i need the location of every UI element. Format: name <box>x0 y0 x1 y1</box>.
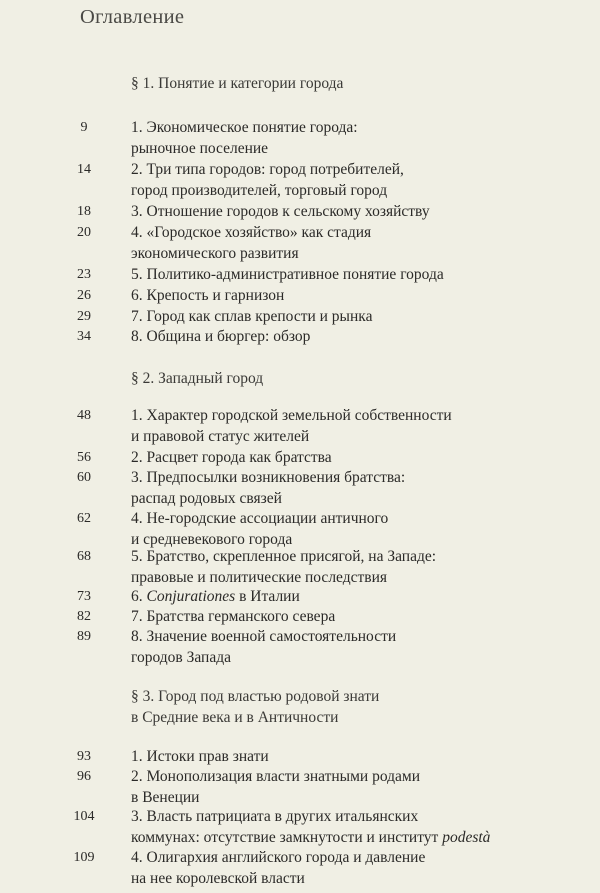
entry-italic-term: podestà <box>442 829 491 846</box>
page-number: 89 <box>77 629 91 644</box>
page-number: 109 <box>73 850 95 865</box>
page-number: 20 <box>77 225 91 240</box>
entry-title <box>131 326 591 347</box>
section-title-line: § 3. Город под властью родовой знати <box>131 688 380 705</box>
entry-title-line: городов Запада <box>131 649 231 666</box>
entry-title <box>131 626 591 668</box>
entry-title-line: 4. Олигархия английского города и давление <box>131 849 426 866</box>
entry-title-line: город производителей, торговый город <box>131 182 388 199</box>
entry-title-line: 2. Монополизация власти знатными родами <box>131 768 420 785</box>
entry-title-line: 7. Город как сплав крепости и рынка <box>131 308 373 325</box>
entry-title-line <box>131 586 591 607</box>
entry-title-line: 2. Расцвет города как братства <box>131 449 332 466</box>
entry-title <box>131 117 591 159</box>
entry-title <box>131 546 591 588</box>
entry-prefix: 6. <box>131 588 147 605</box>
entry-italic-term: Conjurationes <box>146 588 236 605</box>
entry-title <box>131 806 591 848</box>
page-number: 82 <box>77 609 91 624</box>
entry-title <box>131 306 591 327</box>
page-title: Оглавление <box>80 6 185 28</box>
entry-title-line: в Венеции <box>131 789 200 806</box>
entry-title <box>131 222 591 264</box>
page-number: 60 <box>77 470 91 485</box>
entry-title-line: и средневекового города <box>131 531 293 548</box>
entry-title-line: 8. Значение военной самостоятельности <box>131 628 397 645</box>
entry-title <box>131 264 591 285</box>
entry-title <box>131 405 591 447</box>
page-number: 29 <box>77 309 91 324</box>
page-number: 73 <box>77 589 91 604</box>
page-number: 68 <box>77 549 91 564</box>
entry-title-line: рыночное поселение <box>131 140 269 157</box>
entry-title <box>131 201 591 222</box>
page-number: 26 <box>77 288 91 303</box>
page-number: 14 <box>77 162 91 177</box>
entry-title <box>131 508 591 550</box>
entry-suffix: в Италии <box>235 588 300 605</box>
entry-title-line: 5. Братство, скрепленное присягой, на Западе: <box>131 548 437 565</box>
entry-title-line <box>131 827 591 848</box>
page-number: 18 <box>77 204 91 219</box>
entry-title-line: распад родовых связей <box>131 490 282 507</box>
entry-title <box>131 847 591 889</box>
entry-title <box>131 586 591 607</box>
entry-title-line: экономического развития <box>131 245 299 262</box>
section-title-line: § 1. Понятие и категории города <box>131 75 344 92</box>
entry-title-line: правовые и политические последствия <box>131 569 388 586</box>
entry-title <box>131 447 591 468</box>
section-title-line: § 2. Западный город <box>131 370 264 387</box>
entry-title-line: 3. Власть патрициата в других итальянских <box>131 808 419 825</box>
entry-title-line: 4. Не-городские ассоциации античного <box>131 510 389 527</box>
page-number: 23 <box>77 267 91 282</box>
entry-title <box>131 606 591 627</box>
entry-title-line: 7. Братства германского севера <box>131 608 336 625</box>
entry-title-line: 4. «Городское хозяйство» как стадия <box>131 224 372 241</box>
entry-title-line: 6. Крепость и гарнизон <box>131 287 285 304</box>
entry-title-line: 1. Характер городской земельной собственности <box>131 407 452 424</box>
section-title <box>131 73 343 94</box>
page-number: 104 <box>73 809 95 824</box>
entry-line-prefix: коммунах: отсутствие замкнутости и институт <box>131 829 443 846</box>
page-number: 34 <box>77 329 91 344</box>
section-title <box>131 368 263 389</box>
entry-title-line: 8. Община и бюргер: обзор <box>131 328 311 345</box>
entry-title-line: 2. Три типа городов: город потребителей, <box>131 161 404 178</box>
section-title-line: в Средние века и в Античности <box>131 709 339 726</box>
entry-title-line: 3. Отношение городов к сельскому хозяйству <box>131 203 430 220</box>
page-number: 96 <box>77 769 91 784</box>
entry-title-line: 1. Экономическое понятие города: <box>131 119 358 136</box>
entry-title <box>131 285 591 306</box>
entry-title-line: и правовой статус жителей <box>131 428 310 445</box>
entry-title-line: на нее королевской власти <box>131 870 305 887</box>
entry-title-line: 3. Предпосылки возникновения братства: <box>131 469 406 486</box>
entry-title <box>131 766 591 808</box>
page-number: 9 <box>80 120 88 135</box>
page-number: 62 <box>77 511 91 526</box>
entry-title-line: 5. Политико-административное понятие города <box>131 266 444 283</box>
entry-title <box>131 159 591 201</box>
section-title <box>131 686 379 728</box>
entry-title <box>131 467 591 509</box>
entry-title-line: 1. Истоки прав знати <box>131 748 269 765</box>
page-number: 56 <box>77 450 91 465</box>
page-number: 48 <box>77 408 91 423</box>
entry-title <box>131 746 591 767</box>
page-number: 93 <box>77 749 91 764</box>
